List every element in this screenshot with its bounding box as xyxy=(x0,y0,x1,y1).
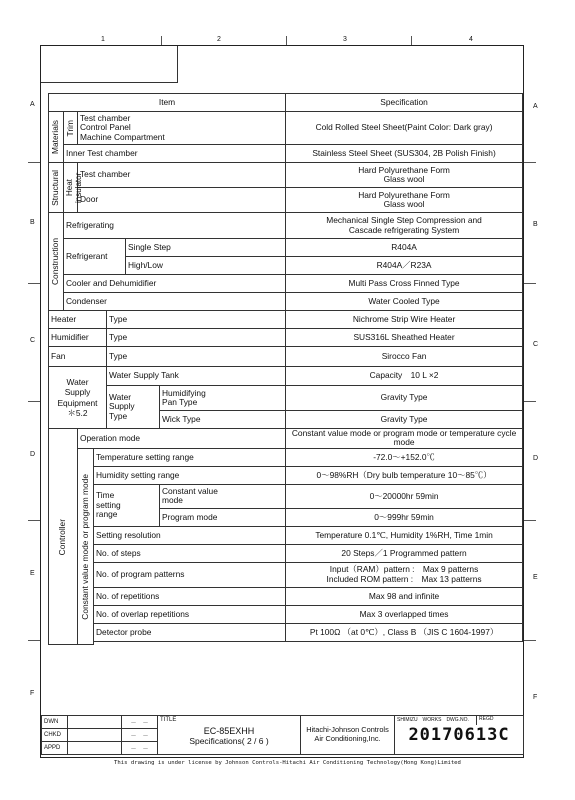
table-row xyxy=(49,484,523,508)
table-row xyxy=(49,587,523,605)
water-tank-label: Water Supply Tank xyxy=(107,367,286,386)
water-tank-spec: Capacity 10 L ×2 xyxy=(286,367,523,386)
hum-range-spec: 0～98%RH（Dry bulb temperature 10～85℃） xyxy=(286,466,523,484)
prog-mode-spec: 0～999hr 59min xyxy=(286,508,523,526)
table-row xyxy=(49,466,523,484)
title-cell xyxy=(158,716,301,755)
table-row xyxy=(49,623,523,641)
appd-label: APPD xyxy=(42,742,68,755)
grid-column-2: 2 xyxy=(217,36,221,43)
constant-value-group: Constant value mode or program mode xyxy=(78,448,94,645)
temp-range-spec: -72.0～+152.0℃ xyxy=(286,448,523,466)
refrigerating-label: Refrigerating xyxy=(64,213,286,239)
grid-tick xyxy=(28,520,40,521)
table-row xyxy=(49,112,523,145)
cooler-label: Cooler and Dehumidifier xyxy=(64,275,286,293)
wick-type-label: Wick Type xyxy=(160,411,286,429)
table-header-row xyxy=(49,94,523,112)
grid-tick xyxy=(411,36,412,45)
grid-row-e-right: E xyxy=(533,574,538,581)
grid-tick xyxy=(161,36,162,45)
water-supply-type-label: Water Supply Type xyxy=(107,386,160,429)
grid-row-a-left: A xyxy=(30,101,35,108)
trim-items: Test chamber Control Panel Machine Compartment xyxy=(78,112,286,145)
steps-label: No. of steps xyxy=(94,544,286,562)
trim-spec: Cold Rolled Steel Sheet(Paint Color: Dark gray) xyxy=(286,112,523,145)
resolution-spec: Temperature 0.1℃, Humidity 1%RH, Time 1min xyxy=(286,526,523,544)
probe-label: Detector probe xyxy=(94,623,286,641)
table-row xyxy=(49,526,523,544)
patterns-spec: Input（RAM）pattern : Max 9 patterns Included ROM pattern : Max 13 patterns xyxy=(286,562,523,587)
door-label: Door xyxy=(78,188,286,213)
high-low-spec: R404A／R23A xyxy=(286,257,523,275)
chkd-name xyxy=(68,729,122,742)
cooler-spec: Multi Pass Cross Finned Type xyxy=(286,275,523,293)
table-row xyxy=(49,448,523,466)
grid-tick xyxy=(524,283,536,284)
title-block xyxy=(41,715,524,755)
materials-group: Materials xyxy=(49,112,64,163)
company-name: Hitachi-Johnson Controls Air Conditioning,Inc. xyxy=(301,716,395,755)
heat-insulator-label: Heat insulator xyxy=(64,163,78,213)
repetitions-label: No. of repetitions xyxy=(94,587,286,605)
title-model: EC-85EXHH xyxy=(203,726,255,736)
humidifying-pan-spec: Gravity Type xyxy=(286,386,523,411)
construction-group: Construction xyxy=(49,213,64,311)
grid-tick xyxy=(524,520,536,521)
spacer xyxy=(94,641,286,645)
license-footer: This drawing is under license by Johnson Controls-Hitachi Air Conditioning Technology(Hong Kong)Limited xyxy=(114,760,461,766)
dwn-label: DWN xyxy=(42,716,68,729)
const-mode-spec: 0～20000hr 59min xyxy=(286,484,523,508)
refrigerant-label: Refrigerant xyxy=(64,239,126,275)
table-row xyxy=(49,544,523,562)
title-label: TITLE xyxy=(160,717,177,723)
grid-tick xyxy=(28,283,40,284)
grid-column-1: 1 xyxy=(101,36,105,43)
table-row xyxy=(49,188,523,213)
dwn-date: － － xyxy=(122,716,158,729)
heater-label: Heater xyxy=(49,311,107,329)
grid-row-a-right: A xyxy=(533,103,538,110)
inner-chamber-label: Inner Test chamber xyxy=(64,145,286,163)
hum-range-label: Humidity setting range xyxy=(94,466,286,484)
grid-tick xyxy=(286,36,287,45)
controller-group: Controller xyxy=(49,429,78,645)
patterns-label: No. of program patterns xyxy=(94,562,286,587)
works-label: SHIMIZU WORKS DWG.NO. xyxy=(395,716,477,725)
inner-chamber-spec: Stainless Steel Sheet (SUS304, 2B Polish Finish) xyxy=(286,145,523,163)
table-row xyxy=(49,605,523,623)
fan-type: Type xyxy=(107,347,286,367)
time-range-label: Time setting range xyxy=(94,484,160,526)
condenser-label: Condenser xyxy=(64,293,286,311)
wick-type-spec: Gravity Type xyxy=(286,411,523,429)
grid-row-c-left: C xyxy=(30,337,36,344)
spacer xyxy=(286,641,523,645)
table-row xyxy=(49,311,523,329)
humidifier-spec: SUS316L Sheathed Heater xyxy=(286,329,523,347)
water-supply-label: Water Supply Equipment ＊5.2 xyxy=(49,367,107,429)
table-row xyxy=(49,145,523,163)
repetitions-spec: Max 98 and infinite xyxy=(286,587,523,605)
humidifying-pan-label: Humidifying Pan Type xyxy=(160,386,286,411)
table-row xyxy=(49,163,523,188)
title-block-row xyxy=(42,716,524,729)
operation-mode-spec: Constant value mode or program mode or temperature cycle mode xyxy=(286,429,523,449)
resolution-label: Setting resolution xyxy=(94,526,286,544)
heat-test-chamber-label: Test chamber xyxy=(78,163,286,188)
high-low-label: High/Low xyxy=(126,257,286,275)
appd-date: － － xyxy=(122,742,158,755)
heat-test-chamber-spec: Hard Polyurethane Form Glass wool xyxy=(286,163,523,188)
table-row xyxy=(49,293,523,311)
header-specification: Specification xyxy=(286,94,523,112)
structural-group: Structural xyxy=(49,163,64,213)
regd-label: REGD xyxy=(479,716,494,722)
grid-column-4: 4 xyxy=(469,36,473,43)
refrigerating-spec: Mechanical Single Step Compression and Cascade refrigerating System xyxy=(286,213,523,239)
prog-mode-label: Program mode xyxy=(160,508,286,526)
fan-spec: Sirocco Fan xyxy=(286,347,523,367)
grid-row-d-right: D xyxy=(533,455,539,462)
single-step-spec: R404A xyxy=(286,239,523,257)
grid-column-3: 3 xyxy=(343,36,347,43)
humidifier-label: Humidifier xyxy=(49,329,107,347)
appd-name xyxy=(68,742,122,755)
table-row xyxy=(49,641,523,645)
grid-row-d-left: D xyxy=(30,451,36,458)
table-row xyxy=(49,239,523,257)
chkd-date: － － xyxy=(122,729,158,742)
steps-spec: 20 Steps／1 Programmed pattern xyxy=(286,544,523,562)
table-row xyxy=(49,213,523,239)
grid-tick xyxy=(28,401,40,402)
table-row xyxy=(49,386,523,411)
probe-spec: Pt 100Ω （at 0℃）, Class B （JIS C 1604-1997） xyxy=(286,623,523,641)
heater-type: Type xyxy=(107,311,286,329)
grid-row-b-left: B xyxy=(30,219,35,226)
table-row xyxy=(49,562,523,587)
grid-row-c-right: C xyxy=(533,341,539,348)
grid-row-e-left: E xyxy=(30,570,35,577)
table-row xyxy=(49,429,523,449)
condenser-spec: Water Cooled Type xyxy=(286,293,523,311)
grid-row-b-right: B xyxy=(533,221,538,228)
fan-label: Fan xyxy=(49,347,107,367)
humidifier-type: Type xyxy=(107,329,286,347)
title-sub: Specifications( 2 / 6 ) xyxy=(189,736,269,746)
operation-mode-label: Operation mode xyxy=(78,429,286,449)
table-row xyxy=(49,347,523,367)
overlap-label: No. of overlap repetitions xyxy=(94,605,286,623)
table-row xyxy=(49,329,523,347)
chkd-label: CHKD xyxy=(42,729,68,742)
grid-tick xyxy=(524,162,536,163)
const-mode-label: Constant value mode xyxy=(160,484,286,508)
grid-row-f-right: F xyxy=(533,694,538,701)
dwn-name xyxy=(68,716,122,729)
single-step-label: Single Step xyxy=(126,239,286,257)
temp-range-label: Temperature setting range xyxy=(94,448,286,466)
table-row xyxy=(49,367,523,386)
grid-tick xyxy=(28,162,40,163)
heater-spec: Nichrome Strip Wire Heater xyxy=(286,311,523,329)
trim-label: Trim xyxy=(64,112,78,145)
drawing-number: 20170613C xyxy=(408,725,510,745)
dwg-number-cell xyxy=(395,716,524,755)
specification-table xyxy=(48,93,523,645)
overlap-spec: Max 3 overlapped times xyxy=(286,605,523,623)
grid-tick xyxy=(28,640,40,641)
table-row xyxy=(49,275,523,293)
grid-row-f-left: F xyxy=(30,690,35,697)
grid-tick xyxy=(524,640,536,641)
grid-tick xyxy=(524,401,536,402)
revision-box xyxy=(41,46,178,83)
door-spec: Hard Polyurethane Form Glass wool xyxy=(286,188,523,213)
header-item: Item xyxy=(49,94,286,112)
